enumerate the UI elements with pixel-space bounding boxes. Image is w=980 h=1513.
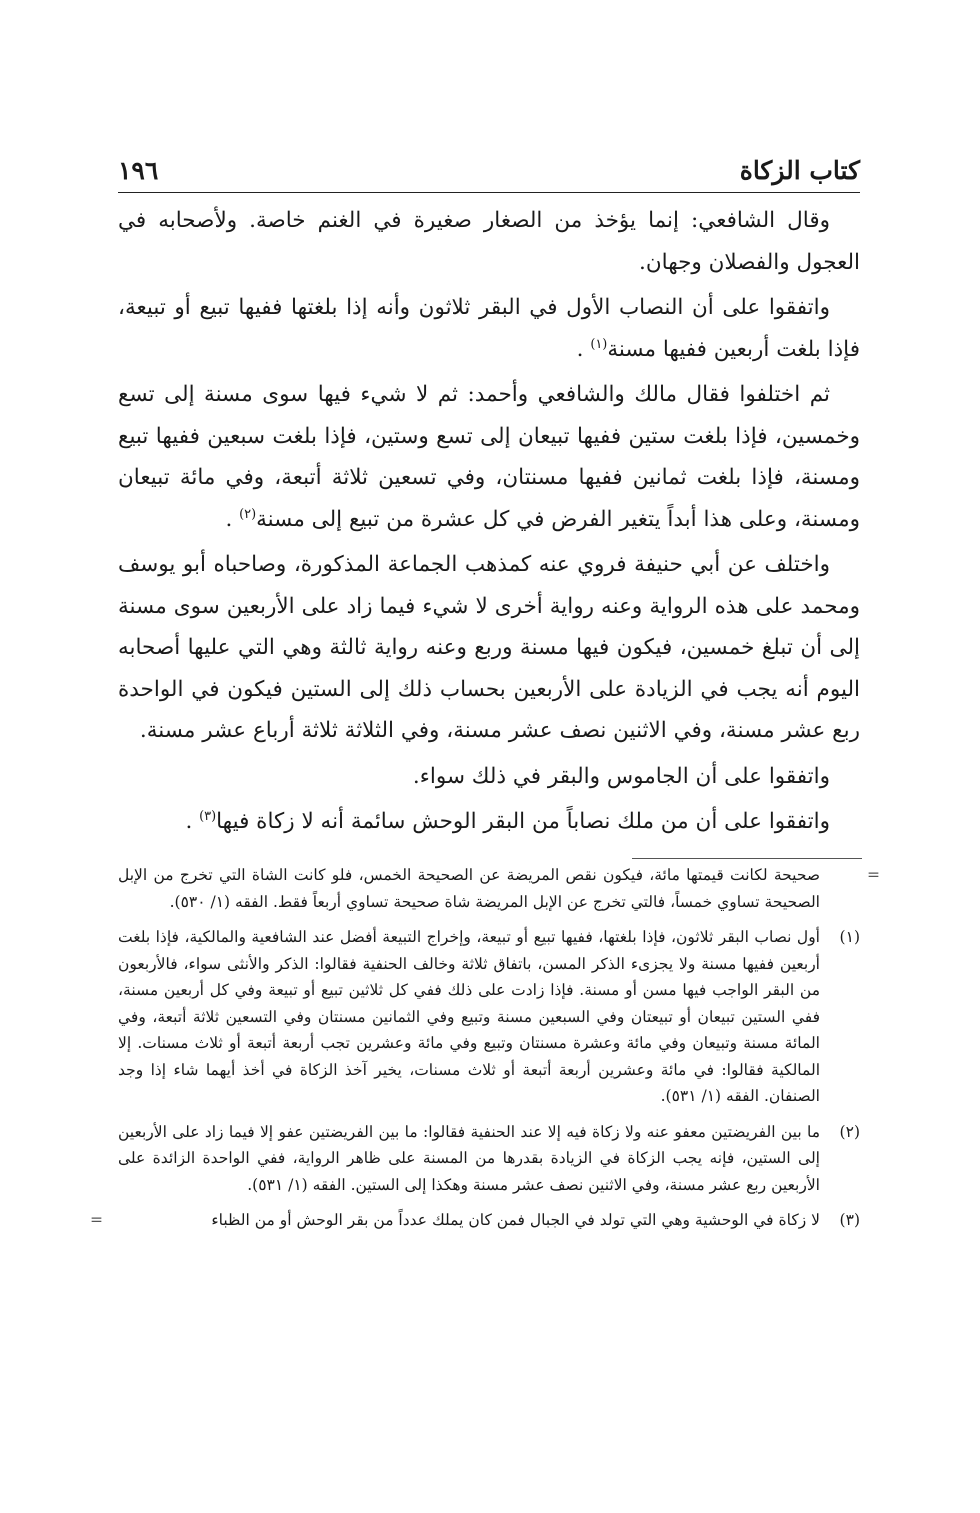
footnote-text: أول نصاب البقر ثلاثون، فإذا بلغتها، ففيها تبيع أو تبيعة، وإخراج التبيعة أفضل عند الشافعية والمالكية، فإذا بلغت أربعين ففيها مسنة ولا يجزىء الذكر المسن، باتفاق ثلاثة وخالف الحنفية فقالوا: الذكر والأنثى سواء، فالأربعون من البقر الواجب فيها مسن أو مسنة. فإذا زادت على ذلك ففي كل ثلاثين تبيع أو تبيعة وفي كل أربعين مسنة، ففي الستين تبيعان أو تبيعتان وفي السبعين مسنة وتبيع وفي الثمانين مسنتان وفي التسعين ثلاثة أتبعة، وفي المائة مسنة وتبيعان وفي مائة وعشرة مسنتان وتبيع وفي مائة وعشرين تجب أربعة أتبعة أو ثلاث مسنات. إلا المالكية فقالوا: في مائة وعشرين أربعة أتبعة أو ثلاث مسنات، يخير آخذ الزكاة في أخذ أيهما شاء إذا وجد الصنفان. الفقه (١/ ٥٣١). <box>118 928 820 1105</box>
footnote-3 <box>90 1207 860 1234</box>
paragraph-5-text: واتفقوا على أن الجاموس والبقر في ذلك سواء. <box>412 763 830 789</box>
footnote-divider <box>632 858 862 859</box>
footnote-number: (١) <box>839 928 860 946</box>
main-text <box>118 200 860 847</box>
paragraph-6 <box>118 801 860 843</box>
paragraph-3-text: ثم اختلفوا فقال مالك والشافعي وأحمد: ثم لا شيء فيها سوى مسنة إلى تسع وخمسين، فإذا بلغت ستين ففيها تبيعان إلى تسع وستين، فإذا بلغت سبعين ففيها تبيع ومسنة، فإذا بلغت ثمانين ففيها مسنتان، وفي تسعين ثلاثة أتبعة، وفي مائة تبيعان ومسنة، وعلى هذا أبداً يتغير الفرض في كل عشرة من تبيع إلى مسنة <box>118 382 860 532</box>
paragraph-5 <box>118 756 860 798</box>
footnote-continuation-text: صحيحة لكانت قيمتها مائة، فيكون نقص المريضة عن الصحيحة الخمس، فلو كانت الشاة التي تخرج من الإبل الصحيحة تساوي خمساً، فالتي تخرج عن الإبل المريضة شاة صحيحة تساوي أربعاً فقط. الفقه (١/ ٥٣٠). <box>118 866 820 911</box>
continues-mark: = <box>90 1211 103 1229</box>
paragraph-3-end: . <box>225 506 240 532</box>
paragraph-1-text: وقال الشافعي: إنما يؤخذ من الصغار صغيرة في الغنم خاصة. ولأصحابه في العجول والفصلان وجهان. <box>118 208 860 275</box>
footnote-number: (٢) <box>839 1122 860 1141</box>
running-header <box>118 152 860 193</box>
paragraph-4-text: واختلف عن أبي حنيفة فروي عنه كمذهب الجماعة المذكورة، وصاحباه أبو يوسف ومحمد على هذه الرواية وعنه رواية أخرى لا شيء فيما زاد على الأربعين سوى مسنة إلى أن تبلغ خمسين، فيكون فيها مسنة وربع وعنه رواية ثالثة وهي التي عليها أصحابه اليوم أنه يجب في الزيادة على الأربعين بحساب ذلك إلى الستين فيكون في الواحدة ربع عشر مسنة، وفي الاثنين نصف عشر مسنة، وفي الثلاثة ثلاثة أرباع عشر مسنة. <box>118 552 860 743</box>
paragraph-2-text: واتفقوا على أن النصاب الأول في البقر ثلاثون وأنه إذا بلغتها ففيها تبيع أو تبيعة، فإذا بلغت أربعين ففيها مسنة <box>118 295 860 362</box>
footnote-text: ما بين الفريضتين معفو عنه ولا زكاة فيه إلا عند الحنفية فقالوا: ما بين الفريضتين عفو إلا فيما زاد على الأربعين إلى الستين، فإنه يجب الزكاة في الزيادة بقدرها من المسنة على ظاهر الرواية، ففي الواحدة الزائدة على الأربعين ربع عشر مسنة، وفي الاثنين نصف عشر مسنة وهكذا إلى الستين. الفقه (١/ ٥٣١). <box>118 1122 820 1194</box>
page-number: ١٩٦ <box>118 156 159 185</box>
footnote-2 <box>118 1119 860 1199</box>
paragraph-3 <box>118 374 860 540</box>
paragraph-1 <box>118 200 860 283</box>
footnotes <box>90 862 880 1243</box>
footnote-ref-3: (٣) <box>199 808 217 824</box>
footnote-number: (٣) <box>839 1211 860 1229</box>
paragraph-2-end: . <box>576 336 591 362</box>
paragraph-6-end: . <box>185 809 200 834</box>
paragraph-6-text: واتفقوا على أن من ملك نصاباً من البقر الوحش سائمة أنه لا زكاة فيها <box>216 809 830 834</box>
continuation-mark: = <box>867 866 880 884</box>
paragraph-2 <box>118 287 860 370</box>
chapter-title: كتاب الزكاة <box>739 156 860 185</box>
footnote-ref-1: (١) <box>590 336 608 352</box>
footnote-1 <box>118 924 860 1110</box>
footnote-continuation <box>118 862 880 915</box>
footnote-text: لا زكاة في الوحشية وهي التي تولد في الجبال فمن كان يملك عدداً من بقر الوحش أو من الظباء <box>211 1211 820 1229</box>
footnote-ref-2: (٢) <box>239 506 257 522</box>
paragraph-4 <box>118 544 860 752</box>
